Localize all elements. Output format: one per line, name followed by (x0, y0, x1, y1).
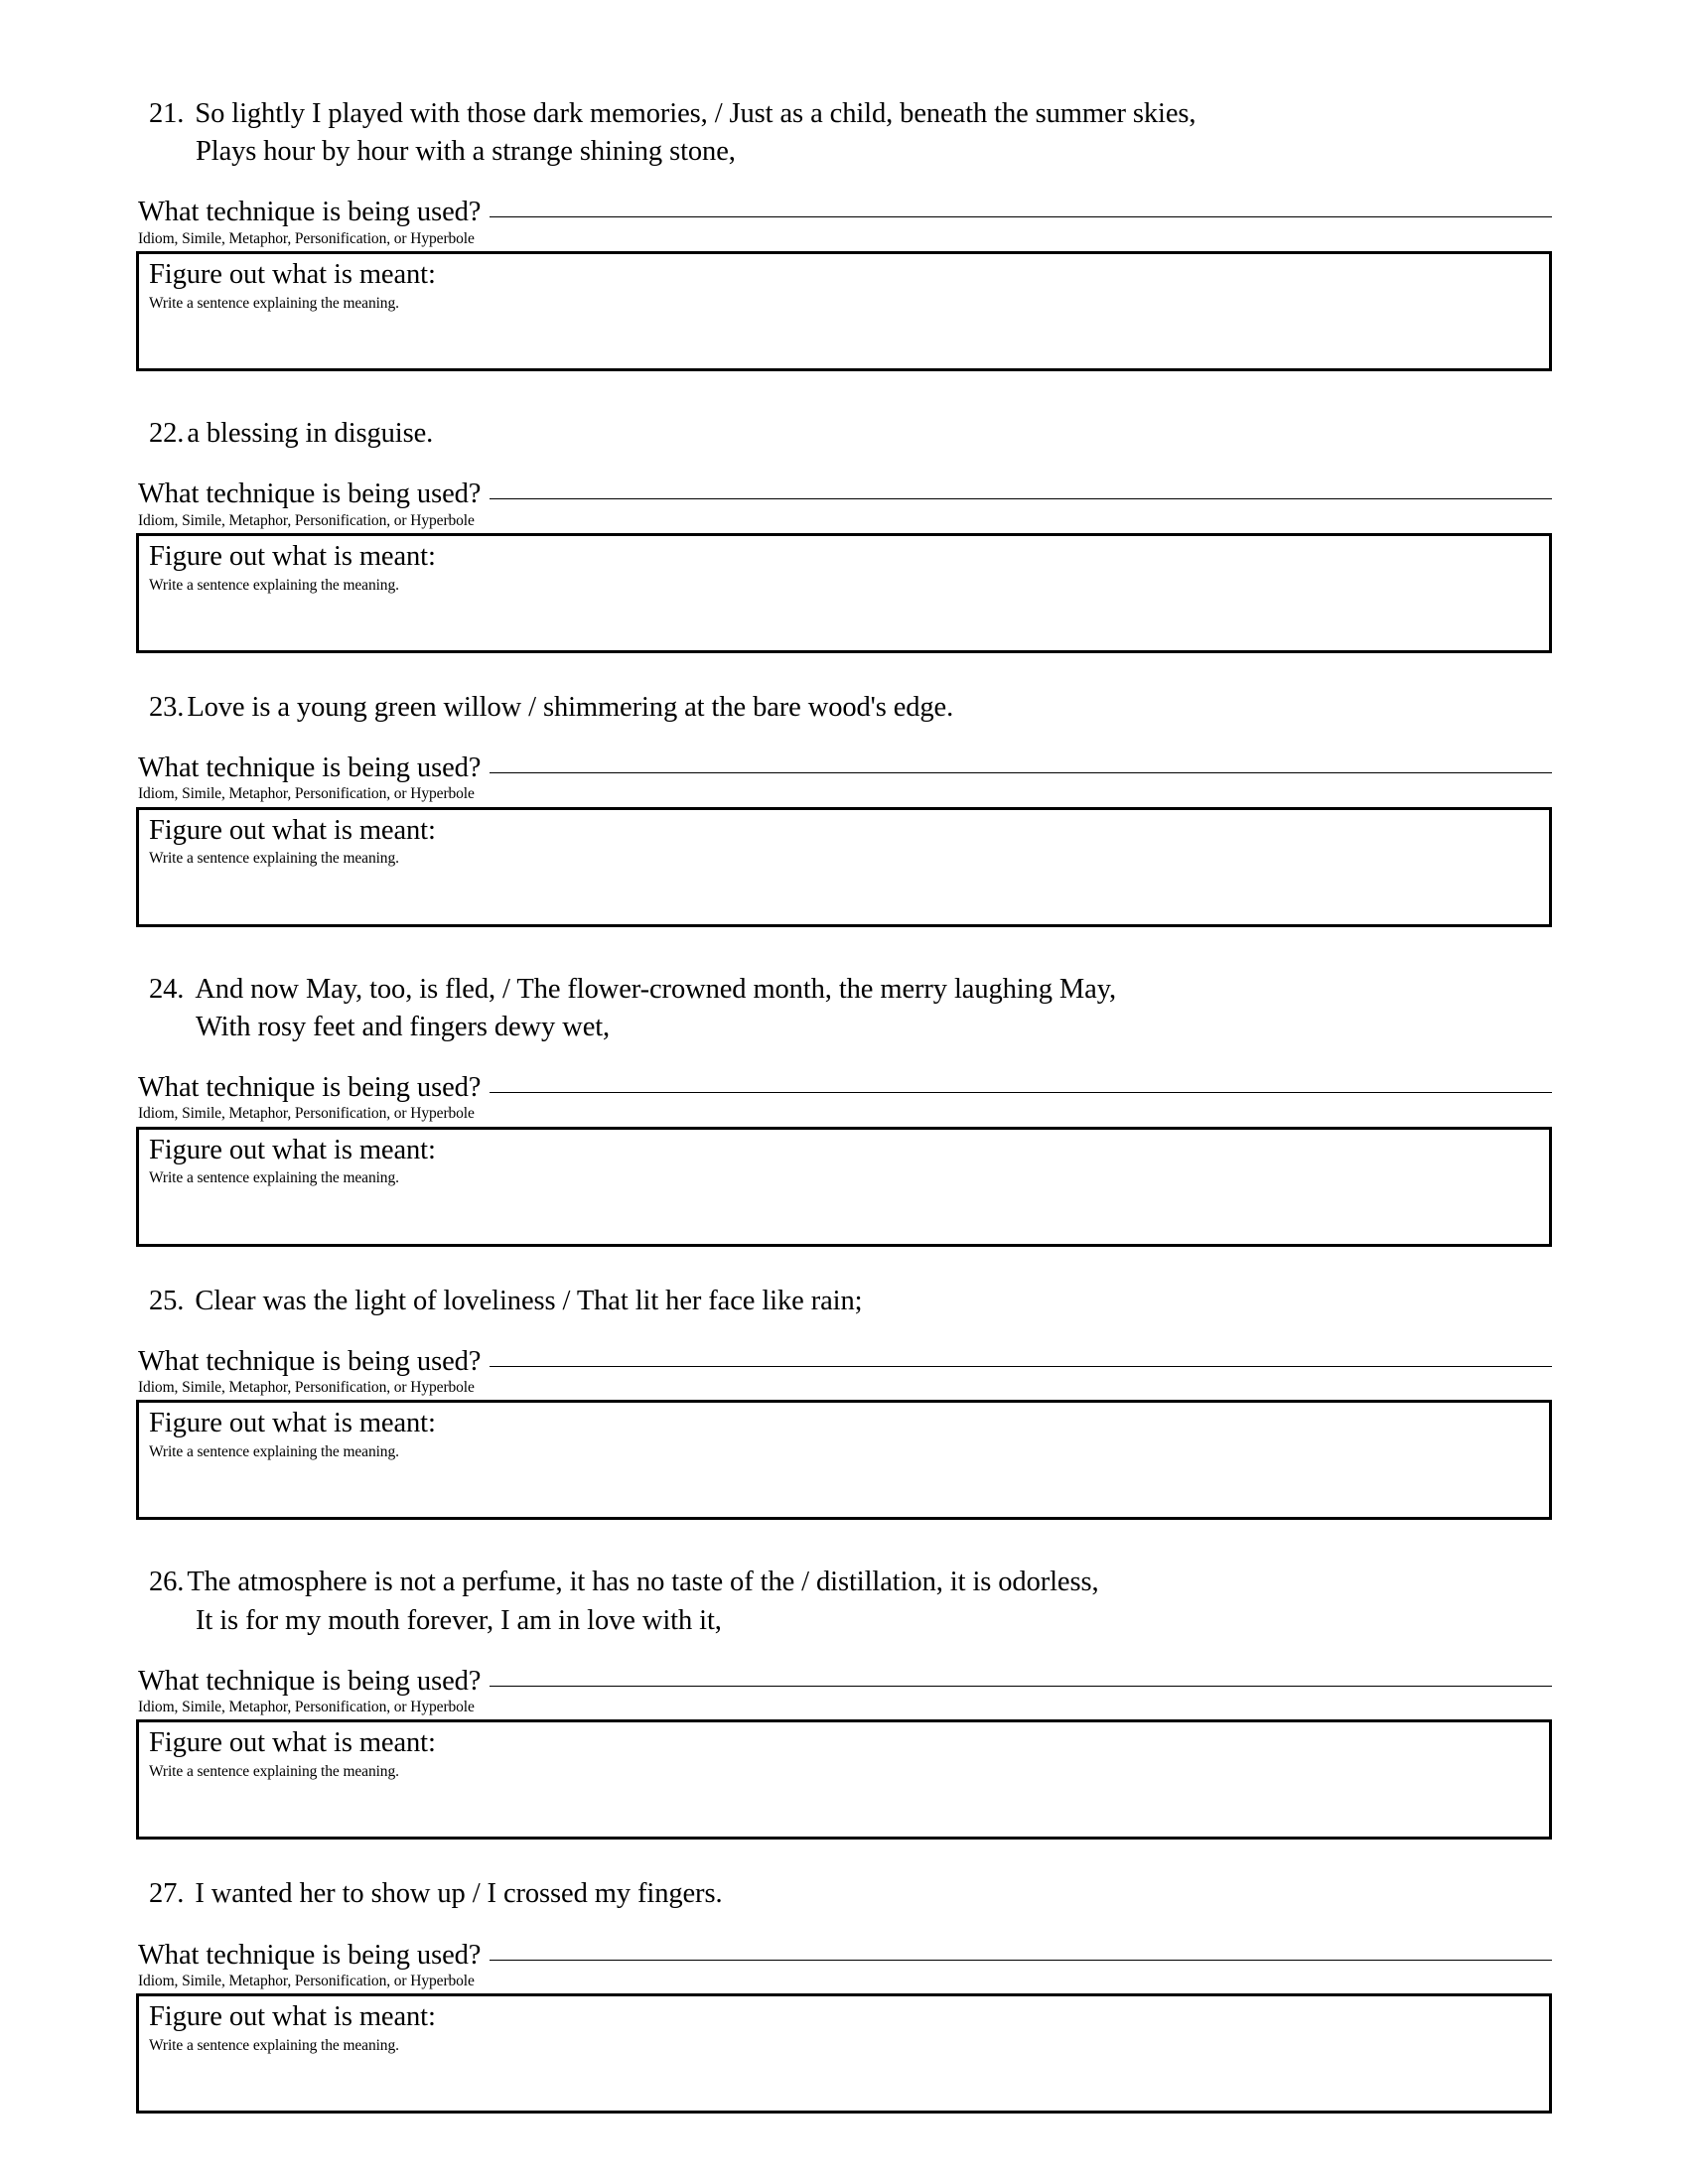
answer-box[interactable] (136, 1993, 1552, 2114)
question-text-line (149, 689, 1552, 727)
technique-question-label: What technique is being used? (138, 478, 482, 510)
technique-question-row (136, 1940, 1552, 1971)
question-text-continuation (149, 1009, 1552, 1046)
question-text-line (149, 1283, 1552, 1320)
worksheet-item (136, 971, 1552, 1247)
technique-question-row (136, 752, 1552, 783)
technique-answer-line[interactable] (490, 498, 1552, 499)
question-text: Love is a young green willow / shimmering at the bare wood's edge. (187, 691, 954, 723)
question-prompt (136, 415, 1552, 453)
technique-question-row (136, 478, 1552, 509)
answer-box[interactable] (136, 807, 1552, 927)
technique-answer-line[interactable] (490, 1960, 1552, 1961)
question-text: And now May, too, is fled, / The flower-crowned month, the merry laughing May, (195, 973, 1117, 1005)
question-text: Plays hour by hour with a strange shining stone, (196, 136, 736, 168)
technique-question-label: What technique is being used? (138, 1939, 482, 1971)
question-text: a blessing in disguise. (187, 417, 434, 449)
question-text-line (149, 95, 1552, 133)
technique-question-label: What technique is being used? (138, 1665, 482, 1697)
question-prompt (136, 1564, 1552, 1639)
answer-box-instruction: Write a sentence explaining the meaning. (149, 576, 399, 594)
technique-question-row (136, 1666, 1552, 1697)
answer-box-instruction: Write a sentence explaining the meaning. (149, 1169, 399, 1187)
worksheet-item (136, 1875, 1552, 2114)
question-number: 26. (149, 1567, 185, 1598)
technique-answer-line[interactable] (490, 1092, 1552, 1093)
answer-box-title: Figure out what is meant: (149, 1408, 436, 1439)
technique-answer-line[interactable] (490, 1366, 1552, 1367)
technique-options-hint: Idiom, Simile, Metaphor, Personification, or Hyperbole (138, 511, 475, 529)
question-prompt (136, 95, 1552, 171)
question-text-continuation (149, 1602, 1552, 1640)
question-text-line (149, 415, 1552, 453)
answer-box[interactable] (136, 1719, 1552, 1840)
answer-box-title: Figure out what is meant: (149, 1727, 436, 1759)
answer-box-title: Figure out what is meant: (149, 540, 436, 572)
worksheet-item (136, 1283, 1552, 1521)
answer-box-instruction: Write a sentence explaining the meaning. (149, 294, 399, 312)
question-prompt (136, 1875, 1552, 1913)
answer-box-title: Figure out what is meant: (149, 2001, 436, 2033)
worksheet-item (136, 415, 1552, 653)
question-number: 27. (149, 1878, 185, 1910)
question-text: The atmosphere is not a perfume, it has no taste of the / distillation, it is odorless, (187, 1567, 1099, 1598)
question-number: 24. (149, 973, 185, 1005)
worksheet-item (136, 95, 1552, 371)
answer-box-instruction: Write a sentence explaining the meaning. (149, 1443, 399, 1461)
question-text-line (149, 1875, 1552, 1913)
question-number: 22. (149, 417, 185, 449)
technique-options-hint: Idiom, Simile, Metaphor, Personification, or Hyperbole (138, 229, 475, 247)
technique-answer-line[interactable] (490, 216, 1552, 217)
answer-box-instruction: Write a sentence explaining the meaning. (149, 1763, 399, 1781)
technique-question-row (136, 1072, 1552, 1103)
answer-box-instruction: Write a sentence explaining the meaning. (149, 850, 399, 868)
technique-question-label: What technique is being used? (138, 1071, 482, 1103)
question-prompt (136, 1283, 1552, 1320)
technique-options-hint: Idiom, Simile, Metaphor, Personification, or Hyperbole (138, 1972, 475, 1989)
question-text: So lightly I played with those dark memories, / Just as a child, beneath the summer skies, (195, 98, 1196, 129)
answer-box-title: Figure out what is meant: (149, 814, 436, 846)
answer-box[interactable] (136, 251, 1552, 371)
answer-box-instruction: Write a sentence explaining the meaning. (149, 2037, 399, 2055)
question-number: 23. (149, 691, 185, 723)
technique-answer-line[interactable] (490, 1686, 1552, 1687)
question-number: 21. (149, 98, 185, 129)
technique-options-hint: Idiom, Simile, Metaphor, Personification, or Hyperbole (138, 1105, 475, 1123)
question-prompt (136, 971, 1552, 1046)
technique-question-label: What technique is being used? (138, 751, 482, 783)
question-text-line (149, 971, 1552, 1009)
answer-box[interactable] (136, 533, 1552, 653)
technique-question-row (136, 197, 1552, 227)
technique-options-hint: Idiom, Simile, Metaphor, Personification, or Hyperbole (138, 785, 475, 803)
question-text-line (149, 1564, 1552, 1601)
technique-answer-line[interactable] (490, 772, 1552, 773)
question-list (136, 95, 1552, 2114)
technique-question-label: What technique is being used? (138, 1345, 482, 1377)
technique-options-hint: Idiom, Simile, Metaphor, Personification, or Hyperbole (138, 1379, 475, 1397)
question-text: With rosy feet and fingers dewy wet, (196, 1011, 611, 1042)
question-text: Clear was the light of loveliness / That lit her face like rain; (195, 1285, 863, 1316)
question-number: 25. (149, 1285, 185, 1316)
question-text: It is for my mouth forever, I am in love with it, (196, 1604, 722, 1636)
technique-options-hint: Idiom, Simile, Metaphor, Personification, or Hyperbole (138, 1699, 475, 1716)
worksheet-item (136, 689, 1552, 927)
answer-box-title: Figure out what is meant: (149, 258, 436, 290)
answer-box[interactable] (136, 1127, 1552, 1247)
worksheet-item (136, 1564, 1552, 1840)
answer-box[interactable] (136, 1400, 1552, 1520)
technique-question-row (136, 1346, 1552, 1377)
question-prompt (136, 689, 1552, 727)
question-text: I wanted her to show up / I crossed my fingers. (195, 1878, 723, 1910)
question-text-continuation (149, 133, 1552, 171)
technique-question-label: What technique is being used? (138, 197, 482, 228)
answer-box-title: Figure out what is meant: (149, 1134, 436, 1165)
